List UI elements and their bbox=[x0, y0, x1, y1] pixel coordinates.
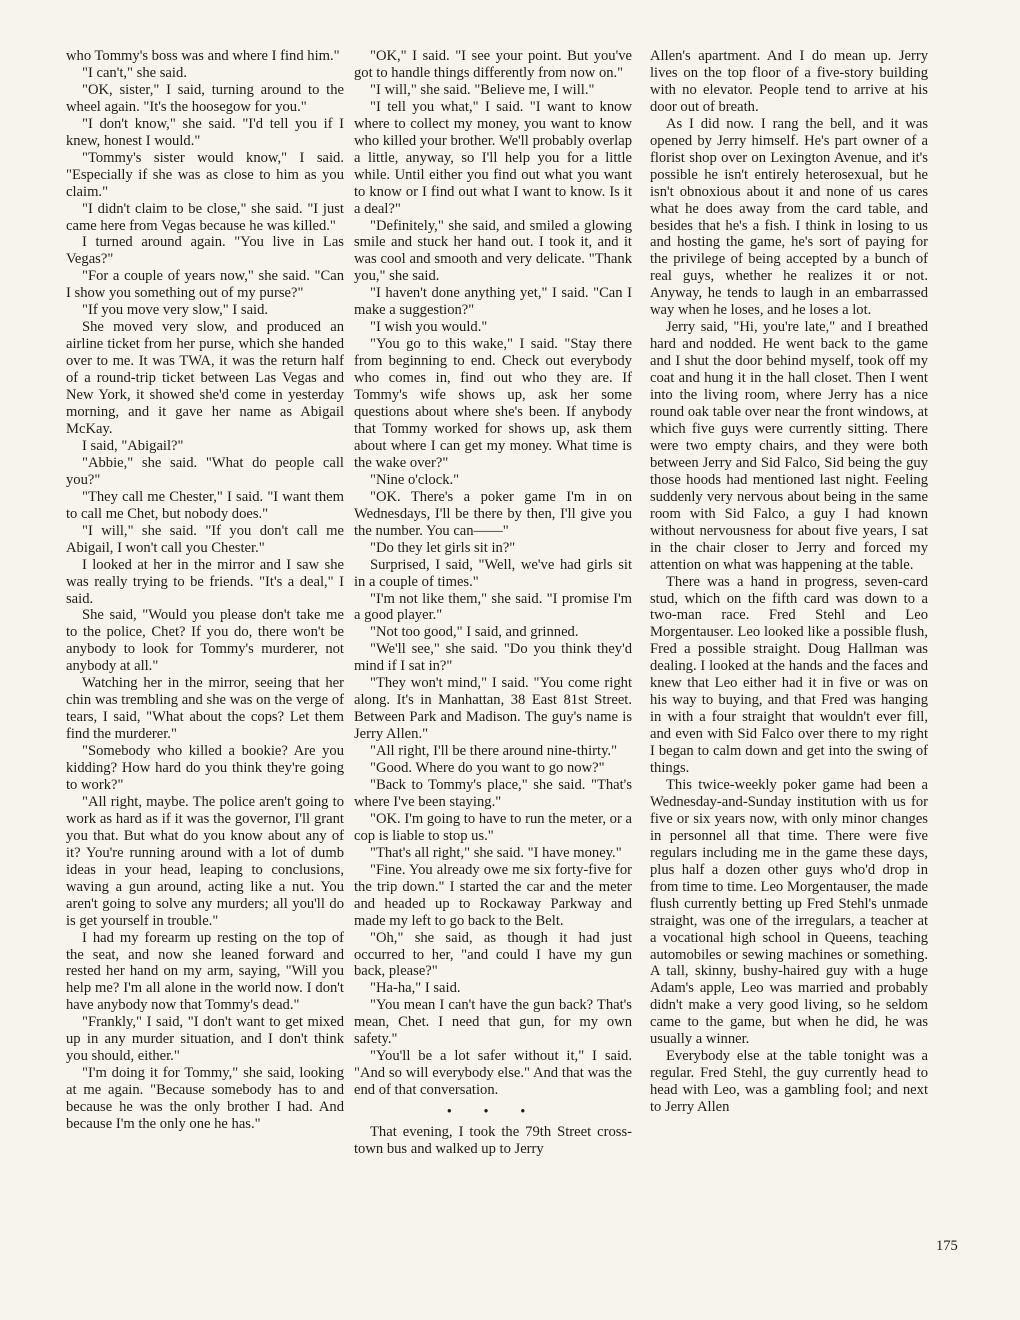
paragraph: "Ha-ha," I said. bbox=[370, 980, 461, 997]
paragraph: There was a hand in progress, seven-card stud, which on the fifth card was down to a two-man race. Fred Stehl and Leo Morgentauser. Leo looked like a possible flush, Fred a possible straight. Doug Hallman was dealing. I looked at the hands and the faces and knew that Leo either had it in five or was on his way to buying, and that Fred was hanging in with a four straight that wouldn't ever fill, and even with Sid Falco over there to my right I began to calm down and get into the swing of things. bbox=[650, 573, 928, 777]
paragraph: "For a couple of years now," she said. "Can I show you something out of my purse?" bbox=[66, 268, 344, 302]
paragraph: "Not too good," I said, and grinned. bbox=[370, 624, 579, 641]
paragraph: Watching her in the mirror, seeing that her chin was trembling and she was on the verge of tears, I said, "What about the cops? Let them find the murderer." bbox=[66, 675, 344, 743]
paragraph: "That's all right," she said. "I have money." bbox=[370, 844, 622, 861]
paragraph: "Tommy's sister would know," I said. "Especially if she was as close to him as you claim." bbox=[66, 149, 344, 200]
paragraph: "They won't mind," I said. "You come right along. It's in Manhattan, 38 East 81st Street. Between Park and Madison. The guy's name is Jerry Allen." bbox=[354, 675, 632, 743]
paragraph: "You mean I can't have the gun back? That's mean, Chet. I need that gun, for my own safety." bbox=[354, 997, 632, 1048]
paragraph: who Tommy's boss was and where I find him." bbox=[66, 48, 340, 64]
paragraph: "OK, sister," I said, turning around to the wheel again. "It's the hoosegow for you." bbox=[66, 81, 344, 115]
paragraph: This twice-weekly poker game had been a Wednesday-and-Sunday institution with us for five or six years now, with only minor changes in personnel all that time. There were five regulars including me in the game these days, plus half a dozen other guys who'd drop in from time to time. Leo Morgentauser, the made flush currently betting up Fred Stehl's unmade straight, was one of the irregulars, a teacher at a vocational high school in Queens, teaching automobiles or sewing machines or something. A tall, skinny, bushy-haired guy with a huge Adam's apple, Leo was married and probably didn't make a very good living, so he seldom came to the game, but when he did, he was usually a winner. bbox=[650, 776, 928, 1048]
paragraph: "I haven't done anything yet," I said. "Can I make a suggestion?" bbox=[354, 285, 632, 319]
text-column-1 bbox=[66, 48, 344, 1133]
paragraph: Allen's apartment. And I do mean up. Jerry lives on the top floor of a five-story building with no elevator. People tend to arrive at his door out of breath. bbox=[650, 48, 928, 115]
paragraph: "You'll be a lot safer without it," I said. "And so will everybody else." And that was the end of that conversation. bbox=[354, 1048, 632, 1099]
paragraph: That evening, I took the 79th Street cross-town bus and walked up to Jerry bbox=[354, 1124, 632, 1157]
section-break: • • • bbox=[446, 1104, 540, 1121]
page-number: 175 bbox=[936, 1238, 958, 1254]
paragraph: "I'm not like them," she said. "I promise I'm a good player." bbox=[354, 590, 632, 624]
paragraph: I said, "Abigail?" bbox=[82, 437, 184, 454]
paragraph: "All right, maybe. The police aren't going to work as hard as if it was the governor, I'll grant you that. But what do you know about any of it? You're running around with a lot of dumb ideas in your head, leaping to conclusions, waving a gun around, acting like a nut. You aren't going to solve any murders; all you'll do is get yourself in trouble." bbox=[66, 793, 344, 929]
paragraph: "Good. Where do you want to go now?" bbox=[370, 760, 605, 777]
paragraph: "You go to this wake," I said. "Stay there from beginning to end. Check out everybody who comes in, find out who they are. If Tommy's wife shows up, ask her some questions about where she's been. If anybody that Tommy worked for shows up, ask them about where I can get my money. What time is the wake over?" bbox=[354, 336, 632, 471]
paragraph: "Do they let girls sit in?" bbox=[370, 539, 516, 556]
paragraph: "OK. I'm going to have to run the meter, or a cop is liable to stop us." bbox=[354, 810, 632, 844]
paragraph: "Oh," she said, as though it had just occurred to her, "and could I have my gun back, please?" bbox=[354, 929, 632, 980]
paragraph: Jerry said, "Hi, you're late," and I breathed hard and nodded. He went back to the game and I shut the door behind myself, took off my coat and hung it in the hall closet. Then I went into the living room, where Jerry has a nice round oak table over near the front windows, at which five guys were currently sitting. There were two empty chairs, and they were both between Jerry and Sid Falco, Sid being the guy those hoods had mentioned last night. Feeling suddenly very nervous about being in the same room with Sid Falco, a guy I had known without nervousness for about five years, I sat in the chair closer to Jerry and forced my attention on what was happening at the table. bbox=[650, 319, 928, 573]
paragraph: As I did now. I rang the bell, and it was opened by Jerry himself. He's part owner of a florist shop over on Lexington Avenue, and it's possible he isn't entirely heterosexual, but he isn't obnoxious about it and none of us cares what he does away from the card table, and besides that he's a fish. I think in losing to us and hosting the game, he's sort of paying for the privilege of being accepted by a bunch of real guys, whether he realizes it or not. Anyway, he tends to laugh in an embarrassed way when he loses, and he loses a lot. bbox=[650, 115, 928, 319]
paragraph: "Back to Tommy's place," she said. "That's where I've been staying." bbox=[354, 776, 632, 810]
paragraph: "I'm doing it for Tommy," she said, looking at me again. "Because somebody has to and because he was the only brother I had. And because I'm the only one he has." bbox=[66, 1065, 344, 1133]
paragraph: "Fine. You already owe me six forty-five for the trip down." I started the car and the meter and headed up to Rockaway Parkway and made my left to go back to the Belt. bbox=[354, 861, 632, 929]
paragraph: I turned around again. "You live in Las Vegas?" bbox=[66, 234, 344, 268]
paragraph: "I will," she said. "If you don't call me Abigail, I won't call you Chester." bbox=[66, 522, 344, 556]
paragraph: "Abbie," she said. "What do people call you?" bbox=[66, 454, 344, 488]
paragraph: "Nine o'clock." bbox=[370, 471, 460, 488]
paragraph: "I tell you what," I said. "I want to know where to collect my money, you want to know who killed your brother. We'll probably overlap a little, anyway, so I'll help you for a little while. Until either you find out what you want to know or I find out what I want to know. Is it a deal?" bbox=[354, 98, 632, 217]
paragraph: "Somebody who killed a bookie? Are you kidding? How hard do you think they're going to work?" bbox=[66, 743, 344, 793]
paragraph: Surprised, I said, "Well, we've had girls sit in a couple of times." bbox=[354, 556, 632, 590]
paragraph: I had my forearm up resting on the top of the seat, and now she leaned forward and rested her hand on my arm, saying, "Will you help me? I'm all alone in the world now. I don't have anybody now that Tommy's dead." bbox=[66, 929, 344, 1014]
paragraph: "OK. There's a poker game I'm in on Wednesdays, I'll be there by then, I'll give you the number. You can——" bbox=[354, 488, 632, 539]
paragraph: "I didn't claim to be close," she said. "I just came here from Vegas because he was killed." bbox=[66, 200, 344, 234]
paragraph: "All right, I'll be there around nine-thirty." bbox=[370, 743, 618, 760]
paragraph: She said, "Would you please don't take me to the police, Chet? If you do, there won't be anybody to look for Tommy's murderer, not anybody at all." bbox=[66, 607, 344, 675]
paragraph: Everybody else at the table tonight was a regular. Fred Stehl, the guy currently head to head with Leo, was a gambling fool; and next to Jerry Allen bbox=[650, 1048, 928, 1116]
text-column-3 bbox=[650, 48, 928, 1116]
paragraph: "I can't," she said. bbox=[82, 64, 187, 81]
paragraph: "Definitely," she said, and smiled a glowing smile and stuck her hand out. I took it, and it was cool and smooth and very delicate. "Thank you," she said. bbox=[354, 217, 632, 285]
paragraph: "Frankly," I said, "I don't want to get mixed up in any murder situation, and I don't think you should, either." bbox=[66, 1014, 344, 1065]
paragraph: "I wish you would." bbox=[370, 319, 488, 336]
paragraph: "We'll see," she said. "Do you think they'd mind if I sat in?" bbox=[354, 641, 632, 675]
text-column-2 bbox=[354, 48, 632, 1158]
paragraph: "They call me Chester," I said. "I want them to call me Chet, but nobody does." bbox=[66, 488, 344, 522]
paragraph: "If you move very slow," I said. bbox=[82, 302, 269, 319]
paragraph: "OK," I said. "I see your point. But you've got to handle things differently from now on." bbox=[354, 48, 632, 81]
paragraph: She moved very slow, and produced an airline ticket from her purse, which she handed over to me. It was TWA, it was the return half of a round-trip ticket between Las Vegas and New York, it showed she'd come in yesterday morning, and it gave her name as Abigail McKay. bbox=[66, 319, 344, 437]
paragraph: I looked at her in the mirror and I saw she was really trying to be friends. "It's a deal," I said. bbox=[66, 556, 344, 607]
paragraph: "I don't know," she said. "I'd tell you if I knew, honest I would." bbox=[66, 115, 344, 149]
paragraph: "I will," she said. "Believe me, I will." bbox=[370, 81, 595, 98]
